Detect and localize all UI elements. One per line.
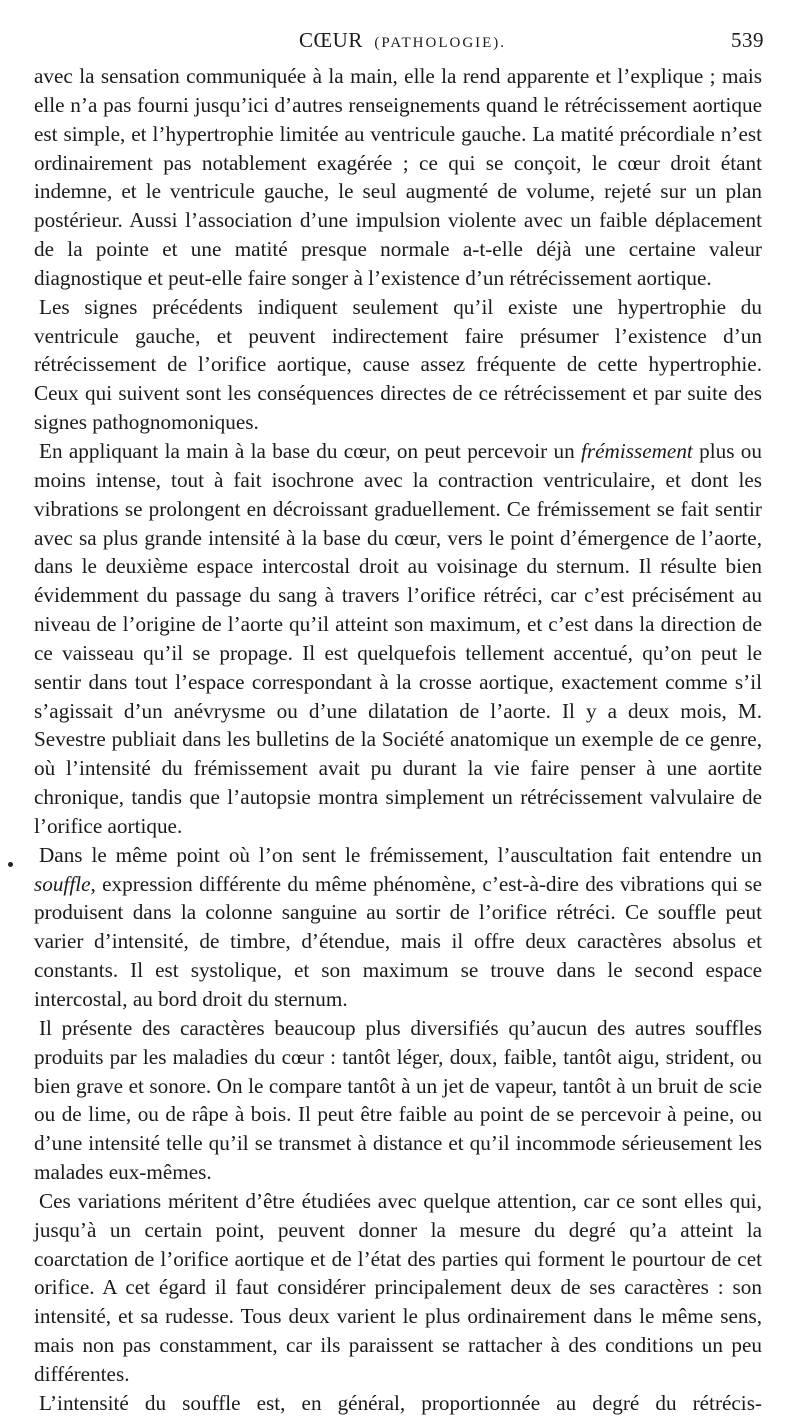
paragraph-5: Il présente des caractères beaucoup plus diversifiés qu’aucun des autres souffles produits par les maladies du cœur : tantôt léger, doux, faible, tantôt aigu, strident, ou bien grave et sonore. On le compare tantôt à un jet de vapeur, tantôt à un bruit de scie ou de lime, ou de râpe à bois. Il peut être faible au point de se percevoir à peine, ou d’une intensité telle qu’il se transmet à distance et qu’il incommode sérieusement les malades eux-mêmes.: [34, 1015, 762, 1185]
paragraph-3: [34, 437, 762, 841]
page-header: [34, 28, 762, 62]
paragraph-4-rest: , expression différente du même phénomène, c’est-à-dire des vibrations qui se produisent dans la colonne sanguine au sortir de l’orifice rétréci. Ce souffle peut varier d’intensité, de timbre, d’étendue, mais il offre deux caractères absolus et constants. Il est systolique, et son maximum se trouve dans le second espace intercostal, au bord droit du sternum.: [34, 871, 762, 1011]
paragraph-3-rest: plus ou moins intense, tout à fait isochrone avec la contraction ventriculaire, et dont les vibrations se prolongent en décroissant graduellement. Ce frémissement se fait sentir avec sa plus grande intensité à la base du cœur, vers le point d’émergence de l’aorte, dans le deuxième espace intercostal droit au voisinage du sternum. Il résulte bien évidemment du passage du sang à travers l’orifice rétréci, car c’est précisément au niveau de l’origine de l’aorte qu’il atteint son maximum, et c’est dans la direction de ce vaisseau qu’il se propage. Il est quelquefois tellement accentué, qu’on peut le sentir dans tout l’espace correspondant à la crosse aortique, exactement comme s’il s’agissait d’un anévrysme ou d’une dilatation de l’aorte. Il y a deux mois, M. Sevestre publiait dans les bulletins de la Société anatomique un exemple de ce genre, où l’intensité du frémissement avait pu durant la vie faire penser à une aortite chronique, tandis que l’autopsie montra simplement un rétrécissement valvulaire de l’orifice aortique.: [34, 438, 762, 838]
running-title-main: CŒUR: [299, 28, 363, 52]
paragraph-7: L’intensité du souffle est, en général, proportionnée au degré du rétrécis-: [39, 1390, 762, 1415]
book-page: [34, 28, 762, 1418]
paragraph-3-start: En appliquant la main à la base du cœur, on peut percevoir un: [39, 438, 582, 463]
paragraph-4-start: Dans le même point où l’on sent le frémissement, l’auscultation fait entendre un: [39, 842, 762, 867]
body-text: [34, 62, 762, 1418]
paragraph-4: [34, 841, 762, 1014]
page-number: 539: [731, 28, 764, 52]
margin-mark: [8, 862, 13, 867]
paragraph-6: Ces variations méritent d’être étudiées avec quelque attention, car ce sont elles qui, jusqu’à un certain point, peuvent donner la mesure du degré qu’a atteint la coarctation de l’orifice aortique et de l’état des parties qui forment le pourtour de cet orifice. A cet égard il faut considérer principalement deux de ses caractères : son intensité, et sa rudesse. Tous deux varient le plus ordinairement dans le même sens, mais non pas constamment, car ils paraissent se rattacher à des conditions un peu différentes.: [34, 1188, 762, 1386]
running-title: [299, 28, 506, 53]
running-title-sub: (PATHOLOGIE).: [374, 35, 507, 51]
term-souffle: souffle: [34, 871, 91, 896]
term-fremissement: frémissement: [581, 438, 693, 463]
paragraph-1: avec la sensation communiquée à la main, elle la rend apparente et l’explique ; mais elle n’a pas fourni jusqu’ici d’autres renseignements quand le rétrécissement aortique est simple, et l’hypertrophie limitée au ventricule gauche. La matité précordiale n’est ordinairement pas notablement exagérée ; ce qui se conçoit, le cœur droit étant indemne, et le ventricule gauche, le seul augmenté de volume, rejeté sur un plan postérieur. Aussi l’association d’une impulsion violente avec un faible déplacement de la pointe et une matité presque normale a-t-elle déjà une certaine valeur diagnostique et peut-elle faire songer à l’existence d’un rétrécissement aortique.: [34, 64, 762, 290]
paragraph-2: Les signes précédents indiquent seulement qu’il existe une hypertrophie du ventricule gauche, et peuvent indirectement faire présumer l’existence d’un rétrécissement de l’orifice aortique, cause assez fréquente de cette hypertrophie. Ceux qui suivent sont les conséquences directes de ce rétrécissement et par suite des signes pathognomoniques.: [34, 294, 762, 435]
